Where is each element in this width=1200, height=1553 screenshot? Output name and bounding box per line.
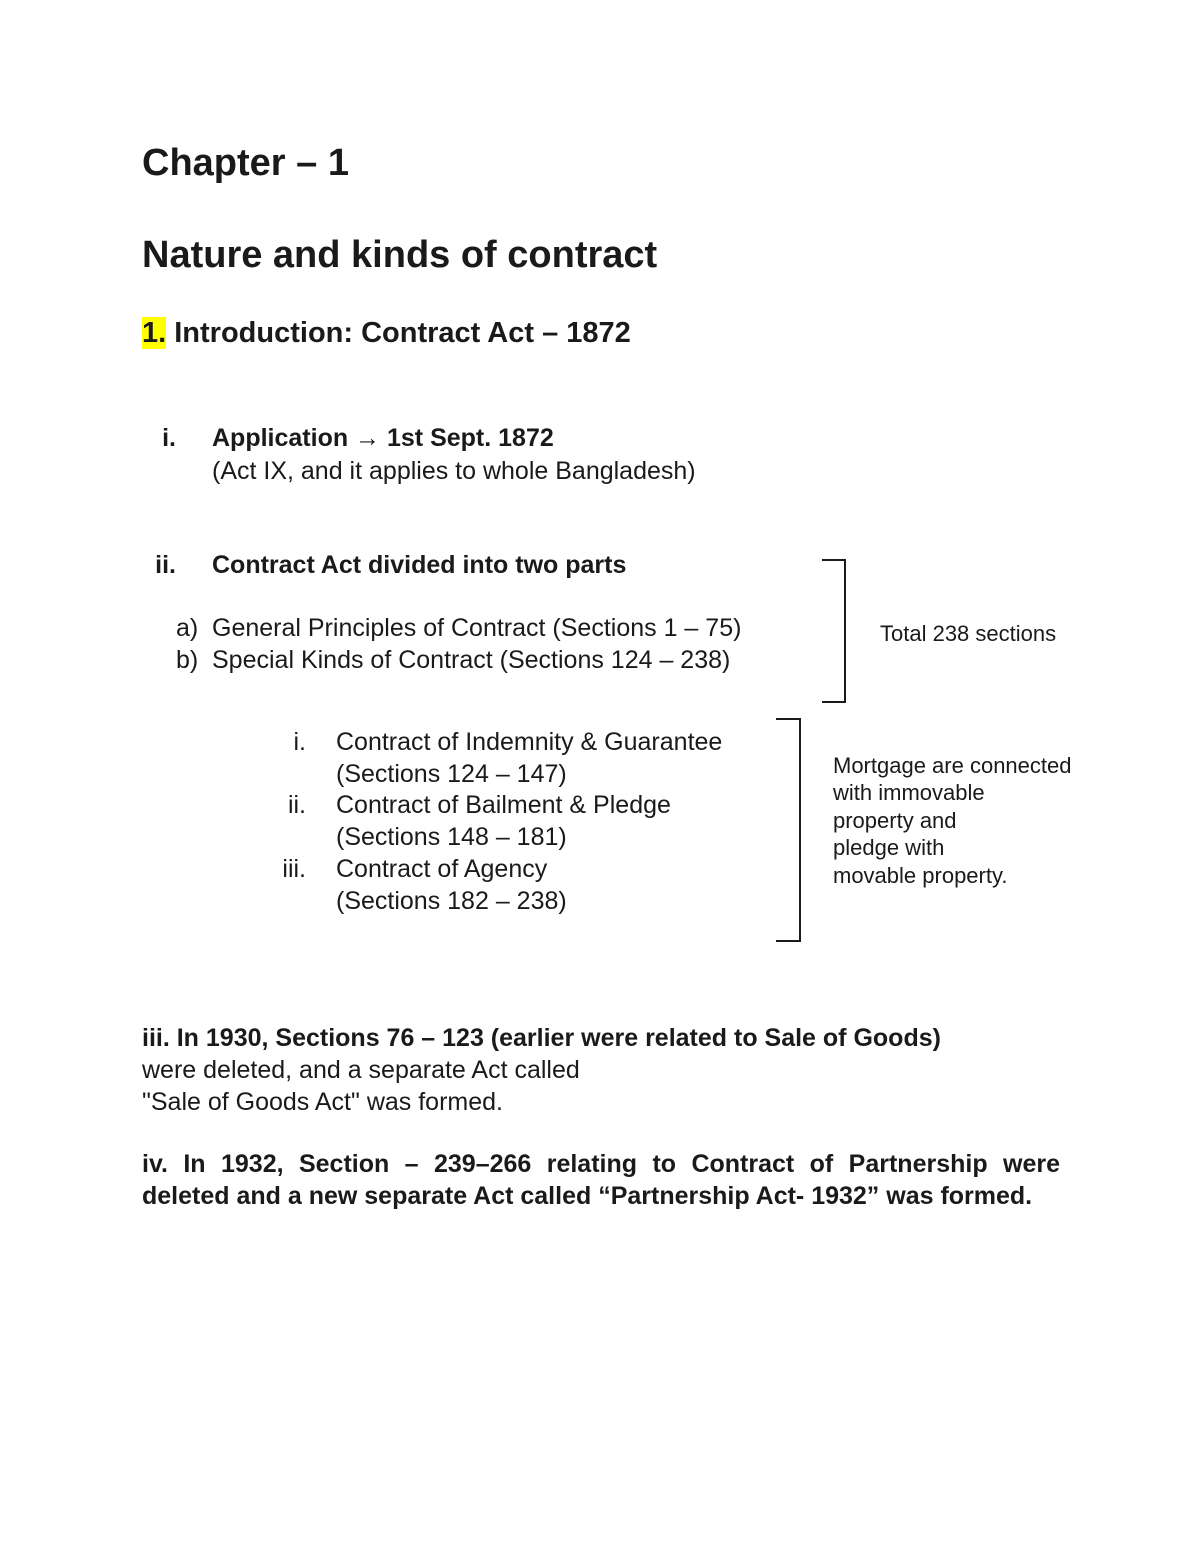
item-i-marker: i. [162,424,176,452]
section-number-highlight: 1. [142,317,167,349]
mortgage-note-line-5: movable property. [833,863,1008,888]
mortgage-note-line-1: Mortgage are connected [833,753,1072,778]
part-b-text: Special Kinds of Contract (Sections 124 – 238) [212,646,731,674]
item-iv-paragraph: iv. In 1932, Section – 239–266 relating to Contract of Partnership were deleted and a new separate Act called “Partnership Act- 1932” was formed. [142,1150,1060,1210]
chapter-title: Chapter – 1 [142,142,349,184]
mortgage-note-line-4: pledge with [833,835,945,860]
mortgage-note-line-3: property and [833,808,957,833]
item-i-title: Application → 1st Sept. 1872 [212,424,554,452]
part-a-text: General Principles of Contract (Sections 1 – 75) [212,614,742,642]
special-kind-3-name: Contract of Agency [336,855,548,883]
section-heading [142,317,631,350]
special-kind-2-name: Contract of Bailment & Pledge [336,791,671,819]
total-sections-note: Total 238 sections [880,621,1057,646]
special-kind-1-sections: (Sections 124 – 147) [336,760,567,788]
item-iii-line-3: "Sale of Goods Act" was formed. [142,1088,503,1116]
special-kind-2-sections: (Sections 148 – 181) [336,823,567,851]
mortgage-note-line-2: with immovable [833,780,985,805]
item-iii-heading: iii. In 1930, Sections 76 – 123 (earlier were related to Sale of Goods) [142,1024,941,1052]
document-subtitle: Nature and kinds of contract [142,234,658,276]
bracket-mortgage-note [776,718,801,942]
special-kind-1-marker: i. [293,728,306,756]
bracket-total-sections [822,559,846,703]
item-ii-marker: ii. [155,551,176,579]
special-kind-3-sections: (Sections 182 – 238) [336,887,567,915]
section-title: Introduction: Contract Act – 1872 [174,317,631,349]
special-kind-3-marker: iii. [282,855,306,883]
item-ii-title: Contract Act divided into two parts [212,551,627,579]
special-kind-2-marker: ii. [287,791,306,819]
item-i-detail: (Act IX, and it applies to whole Bangladesh) [212,457,696,485]
special-kind-1-name: Contract of Indemnity & Guarantee [336,728,723,756]
item-iii-line-2: were deleted, and a separate Act called [142,1056,580,1084]
part-b-marker: b) [176,646,199,674]
part-a-marker: a) [176,614,199,642]
